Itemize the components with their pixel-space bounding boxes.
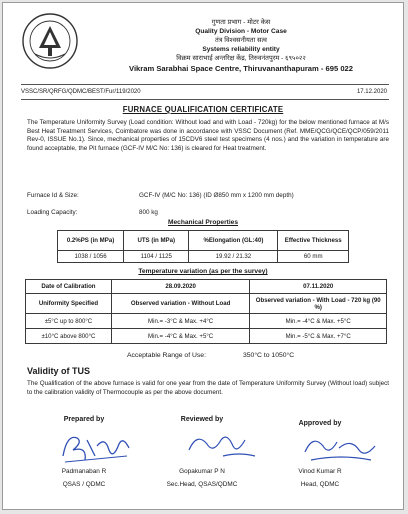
table-cell: 1104 / 1125: [124, 251, 189, 263]
table-cell: 60 mm: [278, 251, 349, 263]
intro-paragraph: The Temperature Uniformity Survey (Load condition: Without load and with Load - 720kg) for the below mentioned furnace at M/s Best Heat Treatment Services, Coimbatore was done in accordance with VSSC Document (Ref. MME/QCG/QCE/QCP/059/2011 Rev-0, ISSUE No.1). Since, mechanical properties of 15CDV6 steel test specimens (4 nos.) and the variation in temperature are found acceptable, the Pit furnace (GCF-IV M/C No: 136) is cleared for Heat treatment.: [27, 119, 389, 152]
table-cell: Min.= -3°C & Max. +4°C: [111, 314, 249, 329]
certificate-title: FURNACE QUALIFICATION CERTIFICATE: [122, 105, 284, 114]
header-hindi-quality: गुणता प्रभाग - मोटर केस: [211, 19, 271, 26]
header-hindi-address: विक्रम साराभाई अन्तरिक्ष केंद्र, तिरुवनंतपुरम - ६९५०२२: [176, 55, 306, 62]
header-systems: Systems reliability entity: [202, 46, 280, 53]
temperature-variation-table: [25, 279, 387, 344]
mechanical-properties-table: [57, 230, 349, 263]
signatory-name: Vinod Kumar R: [298, 468, 342, 475]
observed-with-load-label: Observed variation - With Load - 720 kg (90 %): [250, 294, 387, 314]
observed-without-load-label: Observed variation - Without Load: [111, 294, 249, 314]
table-cell: Min.= -5°C & Max. +7°C: [250, 329, 387, 344]
calibration-date-2: 07.11.2020: [250, 280, 387, 294]
date-of-calibration-label: Date of Calibration: [26, 280, 112, 294]
handwritten-signature-1: [57, 426, 137, 468]
validity-heading: Validity of TUS: [27, 366, 91, 376]
signatory-dept: Sec.Head, QSAS/QDMC: [166, 481, 238, 488]
document-frame: [2, 2, 404, 510]
loading-capacity-value: 800 kg: [139, 209, 158, 216]
signature-block-prepared: [29, 416, 139, 423]
column-header: Effective Thickness: [278, 231, 349, 251]
validity-paragraph: The Qualification of the above furnace is valid for one year from the date of Temperature Uniformity Survey (Without load) subject to the calibration validity of Thermocouple as per the above document.: [27, 380, 389, 396]
signatory-prepared: [29, 468, 139, 488]
table-row: [58, 251, 349, 263]
signature-block-reviewed: [147, 416, 257, 423]
signatory-reviewed: [147, 468, 257, 488]
table-cell: ±10°C above 800°C: [26, 329, 112, 344]
signature-role: Approved by: [298, 420, 342, 427]
table-row: [26, 329, 387, 344]
signatory-name: Padmanaban R: [61, 468, 107, 475]
certificate-page: [7, 6, 399, 506]
divider: [21, 99, 389, 100]
table-cell: Min.= -4°C & Max. +5°C: [250, 314, 387, 329]
signatory-approved: [265, 468, 375, 488]
calibration-date-1: 28.09.2020: [111, 280, 249, 294]
table-header-row: [58, 231, 349, 251]
signatory-dept: QSAS / QDMC: [62, 481, 106, 488]
table-row: [26, 280, 387, 294]
reference-line: [21, 89, 389, 95]
table-row: [26, 294, 387, 314]
column-header: UTS (in MPa): [124, 231, 189, 251]
uniformity-specified-label: Uniformity Specified: [26, 294, 112, 314]
handwritten-signature-3: [301, 430, 381, 466]
signatory-name: Gopakumar P N: [179, 468, 225, 475]
header-address: Vikram Sarabhai Space Centre, Thiruvananthapuram - 695 022: [129, 64, 353, 73]
signatory-dept: Head, QDMC: [300, 481, 340, 488]
table-cell: 1038 / 1056: [58, 251, 124, 263]
signature-role: Reviewed by: [180, 416, 224, 423]
handwritten-signature-2: [183, 426, 263, 464]
signature-role: Prepared by: [63, 416, 105, 423]
loading-capacity-label: Loading Capacity:: [27, 209, 78, 216]
table-row: [26, 314, 387, 329]
column-header: %Elongation (GL:40): [189, 231, 278, 251]
column-header: 0.2%PS (in MPa): [58, 231, 124, 251]
table-cell: ±5°C up to 800°C: [26, 314, 112, 329]
signature-block-approved: [265, 420, 375, 427]
table-cell: Min.= -4°C & Max. +5°C: [111, 329, 249, 344]
furnace-id-label: Furnace Id & Size:: [27, 192, 79, 199]
reference-number: VSSC/SR/QRFG/QDMC/BEST/Fur/119/2020: [21, 89, 141, 95]
header-hindi-systems: तंत्र विश्वसनीयता सत्व: [215, 37, 267, 44]
temperature-variation-heading: Temperature variation (as per the survey): [138, 268, 268, 275]
mechanical-properties-heading: Mechanical Properties: [168, 219, 238, 226]
table-cell: 19.92 / 21.32: [189, 251, 278, 263]
acceptable-range-label: Acceptable Range of Use:: [127, 352, 206, 359]
furnace-id-value: GCF-IV (M/C No: 136) (ID Ø850 mm x 1200 mm depth): [139, 192, 294, 199]
isro-seal-logo: [21, 12, 79, 70]
acceptable-range-value: 350°C to 1050°C: [243, 352, 295, 359]
header-quality: Quality Division - Motor Case: [195, 28, 287, 35]
certificate-date: 17.12.2020: [356, 89, 387, 95]
divider: [21, 84, 389, 85]
